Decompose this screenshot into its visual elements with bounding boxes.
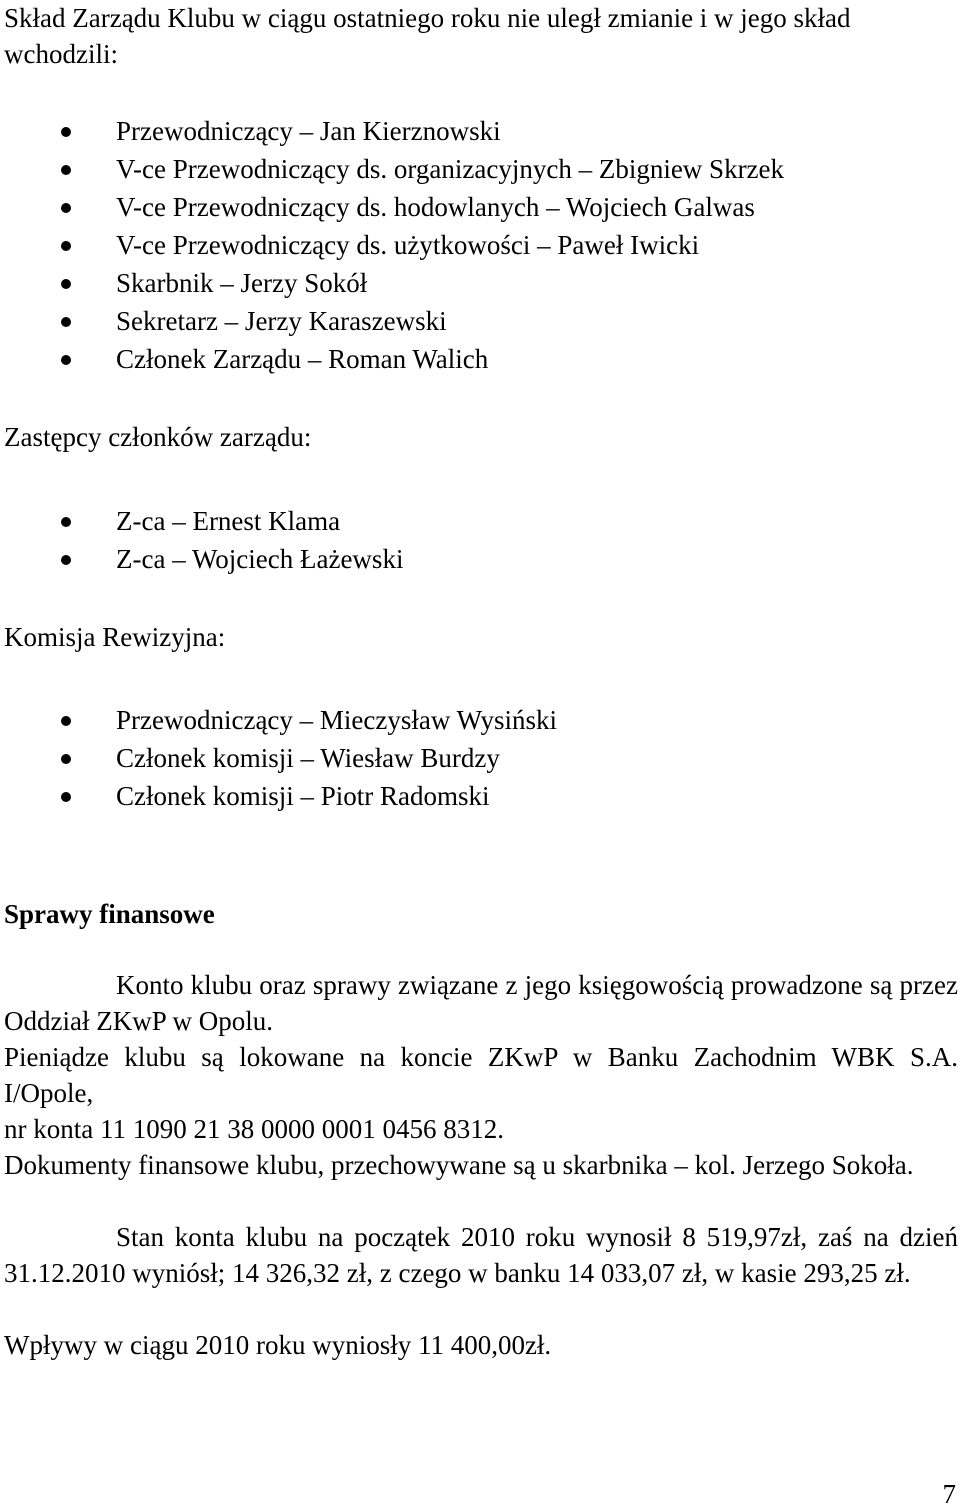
audit-committee-list: [0, 701, 960, 815]
deputies-list: [0, 502, 960, 578]
list-item: V-ce Przewodniczący ds. użytkowości – Paweł Iwicki: [0, 226, 960, 264]
list-item: V-ce Przewodniczący ds. hodowlanych – Wojciech Galwas: [0, 188, 960, 226]
list-item: Skarbnik – Jerzy Sokół: [0, 264, 960, 302]
list-item: V-ce Przewodniczący ds. organizacyjnych – Zbigniew Skrzek: [0, 150, 960, 188]
list-item: Sekretarz – Jerzy Karaszewski: [0, 302, 960, 340]
audit-committee-label: Komisja Rewizyjna:: [4, 622, 226, 652]
list-item: Przewodniczący – Mieczysław Wysiński: [0, 701, 960, 739]
list-item: Członek Zarządu – Roman Walich: [0, 340, 960, 378]
list-item: Z-ca – Wojciech Łażewski: [0, 540, 960, 578]
page-number: 7: [942, 1479, 956, 1509]
finance-paragraph-bank: Pieniądze klubu są lokowane na koncie ZKwP w Banku Zachodnim WBK S.A. I/Opole,: [4, 1042, 958, 1108]
list-item: Z-ca – Ernest Klama: [0, 502, 960, 540]
finance-paragraph-account: Konto klubu oraz sprawy związane z jego księgowością prowadzone są przez Oddział ZKwP w Opolu.: [4, 970, 958, 1036]
board-members-list: [0, 112, 960, 378]
finance-heading: Sprawy finansowe: [4, 899, 215, 929]
deputies-label: Zastępcy członków zarządu:: [4, 422, 312, 452]
finance-paragraph-balance: Stan konta klubu na początek 2010 roku wynosił 8 519,97zł, zaś na dzień 31.12.2010 wyniósł; 14 326,32 zł, z czego w banku 14 033,07 zł, w kasie 293,25 zł.: [4, 1222, 958, 1288]
list-item: Członek komisji – Piotr Radomski: [0, 777, 960, 815]
intro-paragraph: Skład Zarządu Klubu w ciągu ostatniego roku nie uległ zmianie i w jego skład wchodzili:: [4, 3, 851, 69]
finance-paragraph-income: Wpływy w ciągu 2010 roku wyniosły 11 400,00zł.: [4, 1330, 552, 1360]
list-item: Członek komisji – Wiesław Burdzy: [0, 739, 960, 777]
finance-paragraph-documents: Dokumenty finansowe klubu, przechowywane są u skarbnika – kol. Jerzego Sokoła.: [4, 1150, 914, 1180]
finance-paragraph-account-number: nr konta 11 1090 21 38 0000 0001 0456 8312.: [4, 1114, 504, 1144]
list-item: Przewodniczący – Jan Kierznowski: [0, 112, 960, 150]
